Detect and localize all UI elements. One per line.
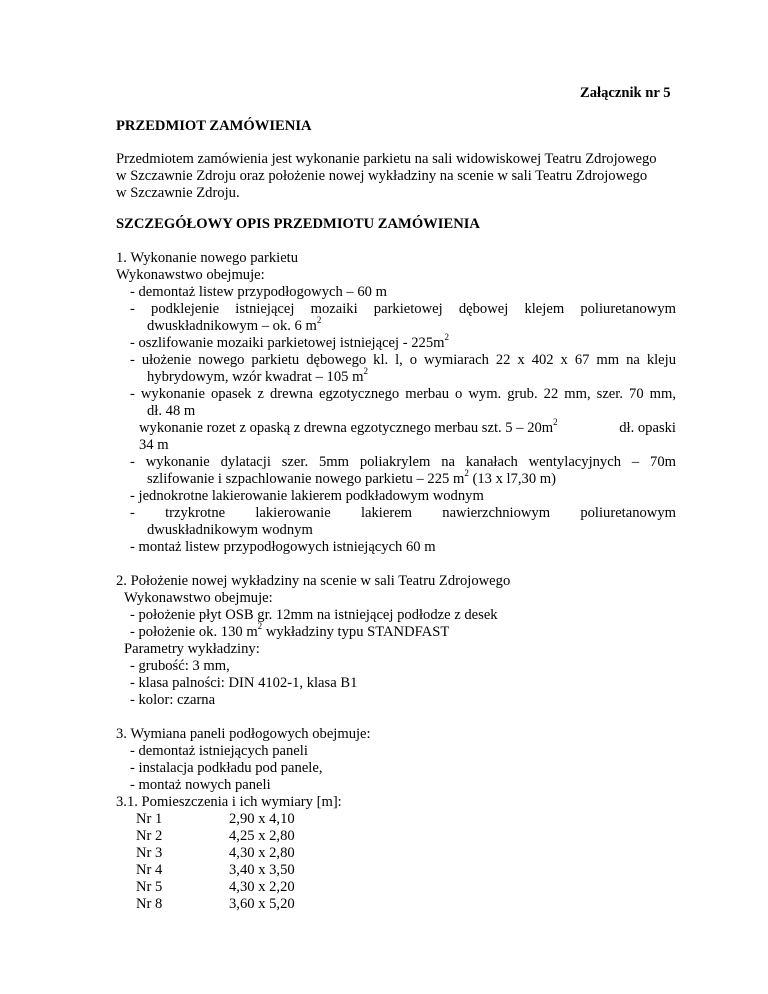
list-item: - wykonanie dylatacji szer. 5mm poliakrylem na kanałach wentylacyjnych – 70m	[130, 454, 676, 470]
room-dimensions: 3,60 x 5,20	[229, 896, 295, 912]
list-item: - montaż listew przypodłogowych istniejących 60 m	[130, 539, 436, 555]
section2-params: Parametry wykładziny:	[124, 641, 260, 657]
room-number: Nr 1	[136, 811, 163, 827]
room-dimensions: 4,30 x 2,20	[229, 879, 295, 895]
list-item: - grubość: 3 mm,	[130, 658, 230, 674]
list-item: - demontaż istniejących paneli	[130, 743, 308, 759]
list-item: - kolor: czarna	[130, 692, 216, 708]
list-item-continuation: dł. 48 m	[147, 403, 196, 419]
section3-title: 3. Wymiana paneli podłogowych obejmuje:	[116, 726, 371, 742]
list-item-continuation: dwuskładnikowym – ok. 6 $m^2$	[147, 315, 322, 334]
list-item: - oszlifowanie mozaiki parkietowej istniejącej - $225m^2$	[130, 332, 449, 351]
section2-title: 2. Położenie nowej wykładziny na scenie w sali Teatru Zdrojowego	[116, 573, 511, 589]
list-item: - jednokrotne lakierowanie lakierem podkładowym wodnym	[130, 488, 484, 504]
list-item: - położenie płyt OSB gr. 12mm na istniejącej podłodze z desek	[130, 607, 498, 623]
list-item: - montaż nowych paneli	[130, 777, 271, 793]
room-number: Nr 3	[136, 845, 163, 861]
list-item-continuation: dwuskładnikowym wodnym	[147, 522, 313, 538]
list-item: - położenie ok. 130 $m^2$ wykładziny typu STANDFAST	[130, 621, 450, 640]
list-item: - ułożenie nowego parkietu dębowego kl. l, o wymiarach 22 x 402 x 67 mm na kleju	[130, 352, 676, 368]
list-item: - wykonanie opasek z drewna egzotycznego merbau o wym. grub. 22 mm, szer. 70 mm,	[130, 386, 676, 402]
room-number: Nr 4	[136, 862, 163, 878]
section1-scope: Wykonawstwo obejmuje:	[116, 267, 265, 283]
list-item: - klasa palności: DIN 4102-1, klasa B1	[130, 675, 358, 691]
room-number: Nr 5	[136, 879, 163, 895]
intro-line-1: Przedmiotem zamówienia jest wykonanie parkietu na sali widowiskowej Teatru Zdrojowego	[116, 151, 657, 167]
attachment-label: Załącznik nr 5	[580, 85, 671, 101]
heading-details: SZCZEGÓŁOWY OPIS PRZEDMIOTU ZAMÓWIENIA	[116, 216, 480, 232]
room-dimensions: 4,25 x 2,80	[229, 828, 295, 844]
list-item-continuation: 34 m	[139, 437, 169, 453]
list-item: - trzykrotne lakierowanie lakierem nawierzchniowym poliuretanowym	[130, 505, 676, 521]
room-dimensions: 4,30 x 2,80	[229, 845, 295, 861]
list-item: - demontaż listew przypodłogowych – 60 m	[130, 284, 387, 300]
section1-title: 1. Wykonanie nowego parkietu	[116, 250, 299, 266]
list-item: - instalacja podkładu pod panele,	[130, 760, 323, 776]
list-item: wykonanie rozet z opaską z drewna egzotycznego merbau szt. $5 - 20m^2$ dł. opaski	[139, 417, 676, 436]
intro-line-3: w Szczawnie Zdroju.	[116, 185, 240, 201]
section2-scope: Wykonawstwo obejmuje:	[124, 590, 273, 606]
room-number: Nr 8	[136, 896, 163, 912]
room-dimensions: 2,90 x 4,10	[229, 811, 295, 827]
room-number: Nr 2	[136, 828, 163, 844]
heading-subject: PRZEDMIOT ZAMÓWIENIA	[116, 118, 312, 134]
list-item-continuation: hybrydowym, wzór kwadrat – 105 $m^2$	[147, 366, 368, 385]
list-item: - podklejenie istniejącej mozaiki parkietowej dębowej klejem poliuretanowym	[130, 301, 676, 317]
list-item-continuation: szlifowanie i szpachlowanie nowego parkietu – 225 $m^2$ (13 x l7,30 m)	[147, 468, 556, 487]
room-dimensions: 3,40 x 3,50	[229, 862, 295, 878]
intro-line-2: w Szczawnie Zdroju oraz położenie nowej wykładziny na scenie w sali Teatru Zdrojowego	[116, 168, 648, 184]
rooms-title: 3.1. Pomieszczenia i ich wymiary [m]:	[116, 794, 342, 810]
